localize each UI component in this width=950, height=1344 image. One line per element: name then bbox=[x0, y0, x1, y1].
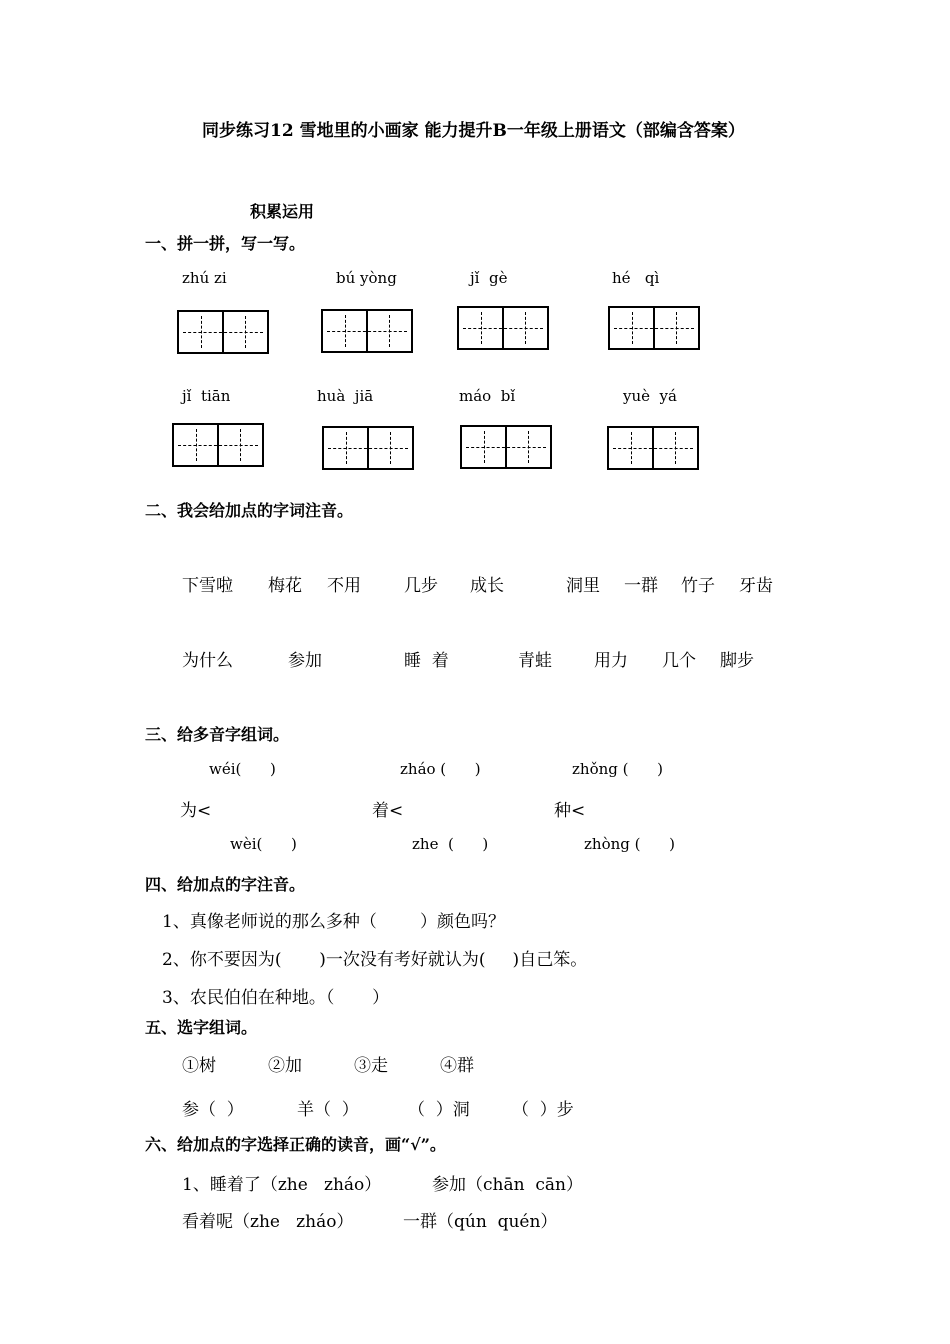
polyphone-reading: wèi( ) bbox=[230, 835, 297, 853]
section-subtitle: 积累运用 bbox=[250, 202, 315, 221]
question-line: 参加（chān cān） bbox=[432, 1175, 583, 1195]
section-5-heading: 五、选字组词。 bbox=[145, 1018, 258, 1037]
word: 青蛙 bbox=[518, 651, 552, 671]
pinyin-label: jǐ gè bbox=[470, 269, 508, 287]
word: 下雪啦 bbox=[182, 576, 233, 596]
polyphone-reading: zháo ( ) bbox=[400, 760, 481, 778]
word: 梅花 bbox=[268, 576, 302, 596]
polyphone-reading: wéi( ) bbox=[209, 760, 276, 778]
word: 成长 bbox=[470, 576, 504, 596]
word: 几个 bbox=[662, 651, 696, 671]
polyphone-reading: zhòng ( ) bbox=[584, 835, 675, 853]
question-line: 1、真像老师说的那么多种（ ）颜色吗？ bbox=[162, 912, 506, 932]
option: ③走 bbox=[354, 1056, 388, 1076]
fill-blank: （ ）洞 bbox=[408, 1100, 470, 1120]
word: 竹子 bbox=[681, 576, 715, 596]
section-3-heading: 三、给多音字组词。 bbox=[145, 725, 290, 744]
writing-grid[interactable] bbox=[460, 425, 552, 469]
question-line: 3、农民伯伯在种地。（ ） bbox=[162, 988, 390, 1008]
pinyin-label: hé qì bbox=[612, 269, 660, 287]
section-4-heading: 四、给加点的字注音。 bbox=[145, 875, 306, 894]
word: 为什么 bbox=[182, 651, 233, 671]
writing-grid[interactable] bbox=[177, 310, 269, 354]
word: 洞里 bbox=[566, 576, 600, 596]
fill-blank: （ ）步 bbox=[512, 1100, 574, 1120]
word: 睡 着 bbox=[404, 651, 449, 671]
pinyin-label: huà jiā bbox=[317, 387, 374, 405]
word: 不用 bbox=[327, 576, 361, 596]
pinyin-label: zhú zi bbox=[182, 269, 227, 287]
polyphone-char: 着< bbox=[372, 801, 404, 821]
option: ①树 bbox=[182, 1056, 216, 1076]
question-line: 一群（qún quén） bbox=[403, 1212, 558, 1232]
question-line: 1、睡着了（zhe zháo） bbox=[182, 1175, 382, 1195]
polyphone-char: 种< bbox=[554, 801, 586, 821]
question-line: 看着呢（zhe zháo） bbox=[182, 1212, 354, 1232]
word: 一群 bbox=[624, 576, 658, 596]
pinyin-label: yuè yá bbox=[623, 387, 677, 405]
polyphone-reading: zhǒng ( ) bbox=[572, 760, 663, 778]
writing-grid[interactable] bbox=[608, 306, 700, 350]
word: 牙齿 bbox=[739, 576, 773, 596]
pinyin-label: máo bǐ bbox=[459, 387, 516, 405]
option: ④群 bbox=[440, 1056, 474, 1076]
polyphone-reading: zhe ( ) bbox=[412, 835, 489, 853]
word: 几步 bbox=[404, 576, 438, 596]
writing-grid[interactable] bbox=[321, 309, 413, 353]
option: ②加 bbox=[268, 1056, 302, 1076]
pinyin-label: bú yòng bbox=[336, 269, 397, 287]
pinyin-label: jǐ tiān bbox=[182, 387, 231, 405]
fill-blank: 羊（ ） bbox=[297, 1100, 359, 1120]
writing-grid[interactable] bbox=[457, 306, 549, 350]
section-1-heading: 一、拼一拼，写一写。 bbox=[145, 234, 306, 253]
word: 参加 bbox=[288, 651, 322, 671]
page-title: 同步练习12 雪地里的小画家 能力提升B一年级上册语文（部编含答案） bbox=[202, 121, 745, 141]
word: 脚步 bbox=[720, 651, 754, 671]
section-2-heading: 二、我会给加点的字词注音。 bbox=[145, 501, 354, 520]
writing-grid[interactable] bbox=[322, 426, 414, 470]
fill-blank: 参（ ） bbox=[182, 1100, 244, 1120]
writing-grid[interactable] bbox=[172, 423, 264, 467]
section-6-heading: 六、给加点的字选择正确的读音，画“√”。 bbox=[145, 1135, 446, 1154]
question-line: 2、你不要因为( )一次没有考好就认为( )自己笨。 bbox=[162, 950, 588, 970]
polyphone-char: 为< bbox=[180, 801, 212, 821]
writing-grid[interactable] bbox=[607, 426, 699, 470]
word: 用力 bbox=[594, 651, 628, 671]
